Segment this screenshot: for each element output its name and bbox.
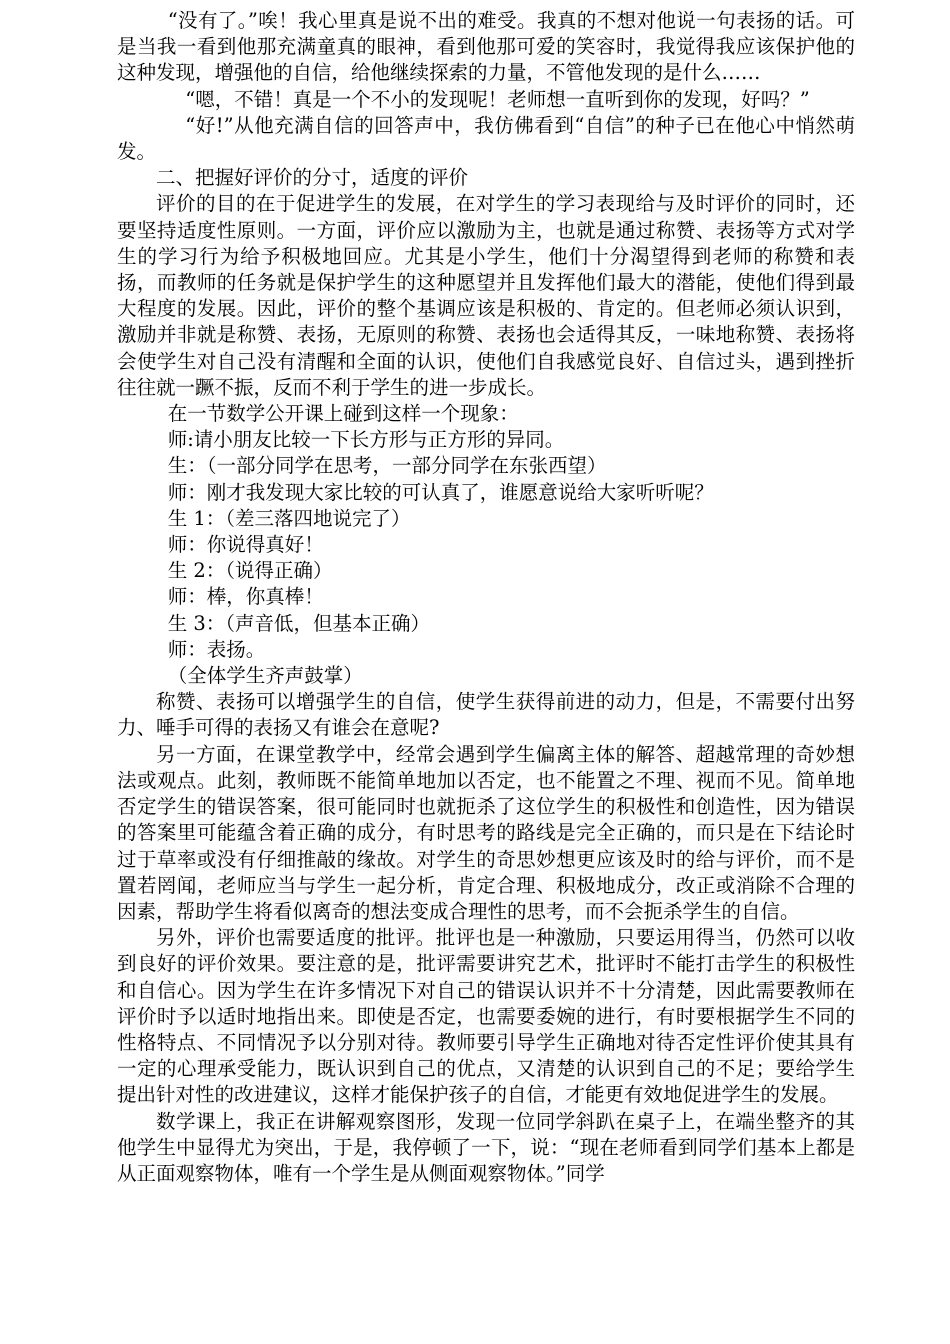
dialog-line: 生：（一部分同学在思考，一部分同学在东张西望） <box>167 454 607 478</box>
dialog-line: 师：刚才我发现大家比较的可认真了，谁愿意说给大家听听呢？ <box>167 480 714 504</box>
section-heading: 二、把握好评价的分寸，适度的评价 <box>156 166 469 190</box>
paragraph: 另一方面，在课堂教学中，经常会遇到学生偏离主体的解答、超越常理的奇妙想法或观点。此刻，教师既不能简单地加以否定，也不能置之不理、视而不见。简单地否定学生的错误答案，很可能同时也就扼杀了这位学生的积极性和创造性，因为错误的答案里可能蕴含着正确的成分，有时思考的路线是完全正确的，而只是在下结论时过于草率或没有仔细推敲的缘故。对学生的奇思妙想更应该及时的给与评价，而不是置若罔闻，老师应当与学生一起分析，肯定合理、积极地成分，改正或消除不合理的因素，帮助学生将看似离奇的想法变成合理性的思考，而不会扼杀学生的自信。 <box>117 742 855 923</box>
dialog-line: 生 2：（说得正确） <box>167 559 333 583</box>
paragraph: 称赞、表扬可以增强学生的自信，使学生获得前进的动力，但是，不需要付出努力、唾手可得的表扬又有谁会在意呢? <box>117 690 855 740</box>
dialog-line: 师:请小朋友比较一下长方形与正方形的异同。 <box>167 428 565 452</box>
dialog-line: 在一节数学公开课上碰到这样一个现象： <box>167 402 519 426</box>
paragraph: “嗯，不错！真是一个不小的发现呢！老师想一直听到你的发现，好吗？” <box>185 87 810 111</box>
document-body <box>117 8 855 1187</box>
paragraph: “没有了。”唉！我心里真是说不出的难受。我真的不想对他说一句表扬的话。可是当我一看到他那充满童真的眼神，看到他那可爱的笑容时，我觉得我应该保护他的这种发现，增强他的自信，给他继续探索的力量，不管他发现的是什么…… <box>117 9 855 85</box>
paragraph: “好!”从他充满自信的回答声中，我仿佛看到“自信”的种子已在他心中悄然萌发。 <box>117 113 855 164</box>
dialog-line: 生 1：（差三落四地说完了） <box>167 506 411 530</box>
dialog-line: （全体学生齐声鼓掌） <box>167 664 363 688</box>
paragraph: 另外，评价也需要适度的批评。批评也是一种激励，只要运用得当，仍然可以收到良好的评价效果。要注意的是，批评需要讲究艺术，批评时不能打击学生的积极性和自信心。因为学生在许多情况下对自己的错误认识并不十分清楚，因此需要教师在评价时予以适时地指出来。即使是否定，也需要委婉的进行，有时要根据学生不同的性格特点、不同情况予以分别对待。教师要引导学生正确地对待否定性评价使其具有一定的心理承受能力，既认识到自己的优点，又清楚的认识到自己的不足；要给学生提出针对性的改进建议，这样才能保护孩子的自信，才能更有效地促进学生的发展。 <box>117 926 855 1107</box>
dialog-line: 师：你说得真好！ <box>167 533 324 557</box>
paragraph: 数学课上，我正在讲解观察图形，发现一位同学斜趴在桌子上，在端坐整齐的其他学生中显得尤为突出，于是，我停顿了一下，说：“现在老师看到同学们基本上都是从正面观察物体，唯有一个学生是从侧面观察物体。”同学 <box>117 1109 855 1185</box>
dialog-line: 师：表扬。 <box>167 637 266 661</box>
dialog-line: 师：棒，你真棒！ <box>167 585 324 609</box>
paragraph: 评价的目的在于促进学生的发展，在对学生的学习表现给与及时评价的同时，还要坚持适度性原则。一方面，评价应以激励为主，也就是通过称赞、表扬等方式对学生的学习行为给予积极地回应。尤其是小学生，他们十分渴望得到老师的称赞和表扬，而教师的任务就是保护学生的这种愿望并且发挥他们最大的潜能，使他们得到最大程度的发展。因此，评价的整个基调应该是积极的、肯定的。但老师必须认识到，激励并非就是称赞、表扬，无原则的称赞、表扬也会适得其反，一味地称赞、表扬将会使学生对自己没有清醒和全面的认识，使他们自我感觉良好、自信过头，遇到挫折往往就一蹶不振，反而不利于学生的进一步成长。 <box>117 192 855 399</box>
dialog-line: 生 3：（声音低，但基本正确） <box>167 611 431 635</box>
